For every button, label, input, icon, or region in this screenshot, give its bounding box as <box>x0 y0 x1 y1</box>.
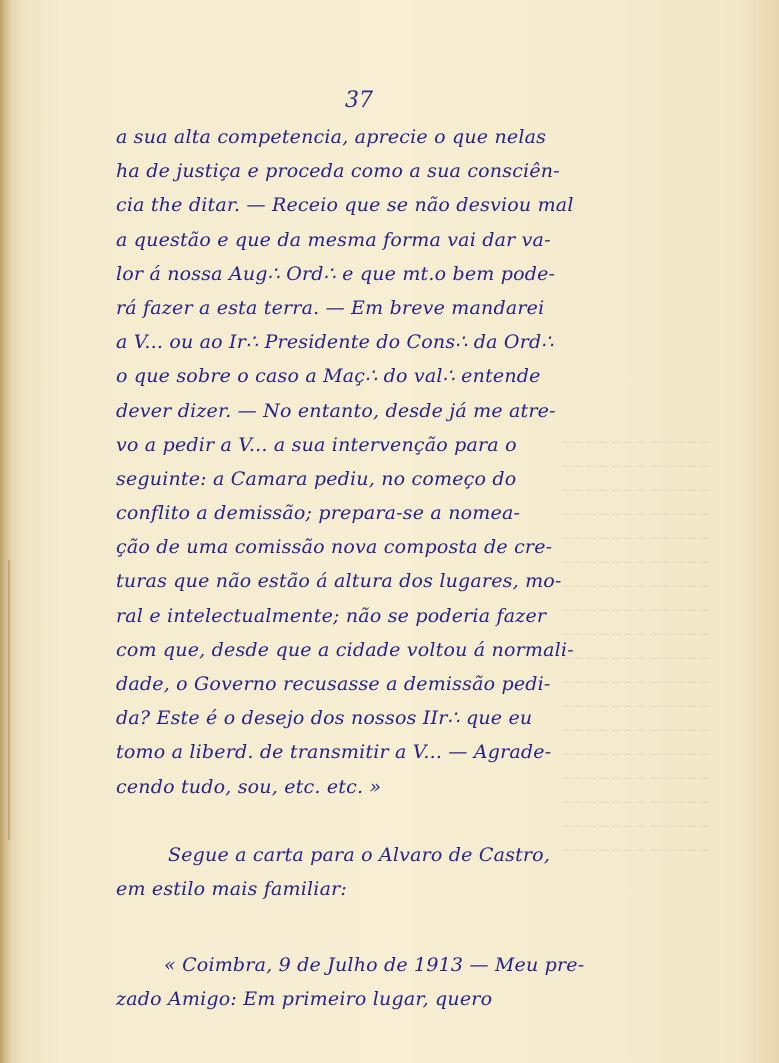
manuscript-line: tomo a liberd. de transmitir a V... — Agrade- <box>116 741 552 764</box>
manuscript-line: vo a pedir a V... a sua intervenção para o <box>116 433 517 456</box>
manuscript-line: com que, desde que a cidade voltou á normali- <box>116 638 574 661</box>
handwritten-text-block <box>116 120 628 1017</box>
manuscript-line: ção de uma comissão nova composta de cre- <box>116 536 553 559</box>
manuscript-line: ral e intelectualmente; não se poderia fazer <box>116 604 547 627</box>
manuscript-line: cia the ditar. — Receio que se não desviou mal <box>116 194 574 217</box>
manuscript-line: lor á nossa Aug∴ Ord∴ e que mt.o bem pode- <box>116 262 556 285</box>
reverse-side-bleed-through: ~~~~~~~~~~~~ ~~~~~~~~~~~~ ~~~~~~~~~~~~ ~~~~~~~~~~~~ ~~~~~~~~~~~~ ~~~~~~~~~~~~ ~~~~~~~~~~~~ ~~~~~~~~~~~~ ~~~~~~~~~~~~ ~~~~~~~~~~~~ ~~~~~~~~~~~~ ~~~~~~~~~~~~ ~~~~~~~~~~~~ ~~~~~~~~~~~~ ~~~~~~~~~~~~ ~~~~~~~~~~~~ ~~~~~~~~~~~~ ~~~~~~~~~~~~ <box>560 433 711 859</box>
manuscript-line: a V... ou ao Ir∴ Presidente do Cons∴ da Ord∴ <box>116 331 554 354</box>
paragraph-gap <box>116 906 628 948</box>
manuscript-line: a sua alta competencia, aprecie o que nelas <box>116 126 547 148</box>
manuscript-line: da? Este é o desejo dos nossos IIr∴ que eu <box>116 707 533 730</box>
manuscript-line: turas que não estão á altura dos lugares, mo- <box>116 570 562 593</box>
paragraph-gap <box>116 804 628 838</box>
manuscript-line: rá fazer a esta terra. — Em breve mandarei <box>116 296 545 319</box>
manuscript-line: o que sobre o caso a Maç∴ do val∴ entende <box>116 365 541 388</box>
manuscript-line: dever dizer. — No entanto, desde já me atre- <box>116 399 556 422</box>
letter-line: « Coimbra, 9 de Julho de 1913 — Meu pre- <box>164 954 585 977</box>
page-binding-edge <box>0 0 14 1063</box>
manuscript-line: cendo tudo, sou, etc. etc. » <box>116 775 382 798</box>
manuscript-line: a questão e que da mesma forma vai dar va- <box>116 228 551 251</box>
page-binding-crease <box>8 560 10 840</box>
page-number: 37 <box>345 88 373 113</box>
paragraph-line: Segue a carta para o Alvaro de Castro, <box>168 843 551 866</box>
manuscript-line: seguinte: a Camara pediu, no começo do <box>116 467 517 490</box>
letter-line: zado Amigo: Em primeiro lugar, quero <box>116 988 493 1011</box>
manuscript-line: dade, o Governo recusasse a demissão pedi- <box>116 673 551 695</box>
paragraph-line: em estilo mais familiar: <box>116 877 347 900</box>
manuscript-line: conflito a demissão; prepara-se a nomea- <box>116 502 521 525</box>
manuscript-line: ha de justiça e proceda como a sua consciên- <box>116 160 560 183</box>
